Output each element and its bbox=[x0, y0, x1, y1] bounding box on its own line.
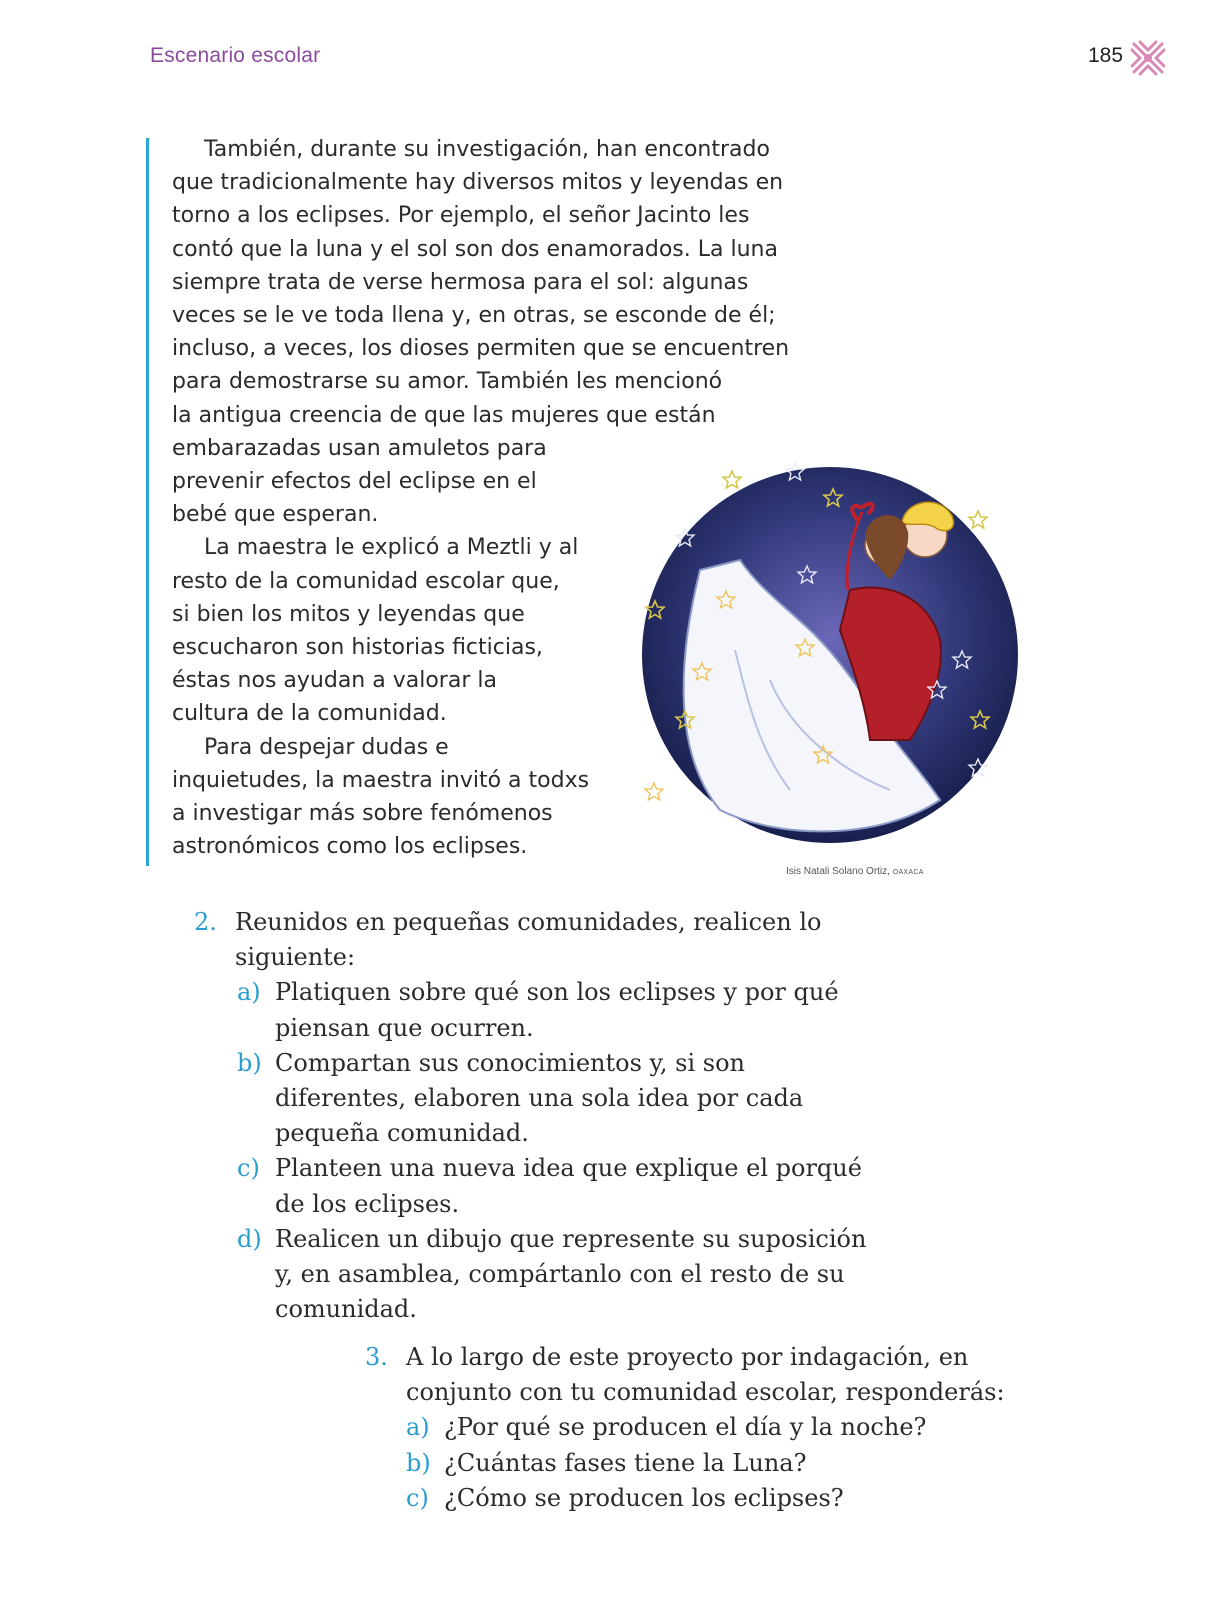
item-letter: d) bbox=[237, 1224, 262, 1253]
item-line: diferentes, elaboren una sola idea por cada bbox=[275, 1084, 804, 1113]
text-line: bebé que esperan. bbox=[172, 502, 379, 528]
text-line: éstas nos ayudan a valorar la bbox=[172, 668, 497, 694]
list-item bbox=[237, 1046, 866, 1152]
text-line: inquietudes, la maestra invitó a todxs bbox=[172, 767, 590, 793]
item-line: de los eclipses. bbox=[275, 1189, 460, 1218]
activity-3 bbox=[365, 1340, 1005, 1516]
item-line: y, en asamblea, compártanlo con el resto de su bbox=[275, 1260, 845, 1289]
item-line: pequeña comunidad. bbox=[275, 1119, 529, 1148]
text-line: siempre trata de verse hermosa para el sol: algunas bbox=[172, 269, 749, 295]
text-line: que tradicionalmente hay diversos mitos y leyendas en bbox=[172, 170, 784, 196]
activity-number: 3. bbox=[365, 1343, 388, 1371]
credit-name: Isis Natali Solano Ortiz, bbox=[786, 866, 890, 877]
text-line: embarazadas usan amuletos para bbox=[172, 435, 547, 461]
item-letter: b) bbox=[406, 1448, 431, 1477]
accent-bar bbox=[146, 138, 149, 866]
text-line: Para despejar dudas e bbox=[204, 734, 449, 760]
text-line: veces se le ve toda llena y, en otras, se esconde de él; bbox=[172, 303, 776, 329]
page-number: 185 bbox=[1088, 44, 1124, 67]
text-line: para demostrarse su amor. También les mencionó bbox=[172, 369, 723, 395]
section-title: Escenario escolar bbox=[150, 44, 321, 67]
item-letter: a) bbox=[237, 978, 261, 1007]
ornament-icon bbox=[1128, 38, 1168, 78]
item-line: Compartan sus conocimientos y, si son bbox=[275, 1048, 745, 1077]
item-line: ¿Cómo se producen los eclipses? bbox=[444, 1483, 844, 1512]
text-line: la antigua creencia de que las mujeres que están bbox=[172, 402, 716, 428]
text-line: astronómicos como los eclipses. bbox=[172, 834, 528, 860]
credit-region: OAXACA bbox=[892, 869, 924, 876]
moon-sun-lovers-illustration bbox=[640, 450, 1030, 850]
text-line: resto de la comunidad escolar que, bbox=[172, 568, 560, 594]
item-line: piensan que ocurren. bbox=[275, 1013, 534, 1042]
list-item bbox=[237, 1151, 866, 1221]
item-line: Realicen un dibujo que represente su suposición bbox=[275, 1224, 867, 1253]
text-line: cultura de la comunidad. bbox=[172, 701, 447, 727]
list-item bbox=[406, 1446, 1005, 1481]
list-item bbox=[406, 1481, 1005, 1516]
text-line: a investigar más sobre fenómenos bbox=[172, 801, 553, 827]
text-line: También, durante su investigación, han encontrado bbox=[204, 137, 770, 162]
item-line: ¿Por qué se producen el día y la noche? bbox=[444, 1413, 927, 1442]
text-line: incluso, a veces, los dioses permiten que se encuentren bbox=[172, 336, 790, 362]
instruction-line: siguiente: bbox=[235, 943, 356, 972]
item-letter: b) bbox=[237, 1048, 262, 1077]
instruction-line: conjunto con tu comunidad escolar, responderás: bbox=[406, 1378, 1005, 1407]
instruction-line: A lo largo de este proyecto por indagación, en bbox=[406, 1343, 969, 1371]
list-item bbox=[406, 1410, 1005, 1445]
list-item bbox=[237, 1222, 867, 1328]
text-line: La maestra le explicó a Meztli y al bbox=[204, 535, 579, 561]
illustration-credit bbox=[786, 866, 924, 877]
item-line: Platiquen sobre qué son los eclipses y por qué bbox=[275, 978, 839, 1007]
item-letter: c) bbox=[237, 1154, 260, 1183]
list-item bbox=[237, 975, 866, 1045]
text-line: prevenir efectos del eclipse en el bbox=[172, 469, 537, 495]
item-line: ¿Cuántas fases tiene la Luna? bbox=[444, 1448, 807, 1477]
item-line: comunidad. bbox=[275, 1295, 417, 1324]
text-line: si bien los mitos y leyendas que bbox=[172, 601, 525, 627]
instruction-line: Reunidos en pequeñas comunidades, realicen lo bbox=[235, 908, 822, 936]
item-letter: c) bbox=[406, 1483, 429, 1512]
text-line: torno a los eclipses. Por ejemplo, el señor Jacinto les bbox=[172, 203, 750, 229]
item-line: Planteen una nueva idea que explique el porqué bbox=[275, 1154, 862, 1183]
activity-number: 2. bbox=[194, 908, 217, 936]
item-letter: a) bbox=[406, 1413, 430, 1442]
text-line: contó que la luna y el sol son dos enamorados. La luna bbox=[172, 236, 778, 262]
text-line: escucharon son historias ficticias, bbox=[172, 635, 543, 661]
activity-2 bbox=[194, 905, 867, 1327]
